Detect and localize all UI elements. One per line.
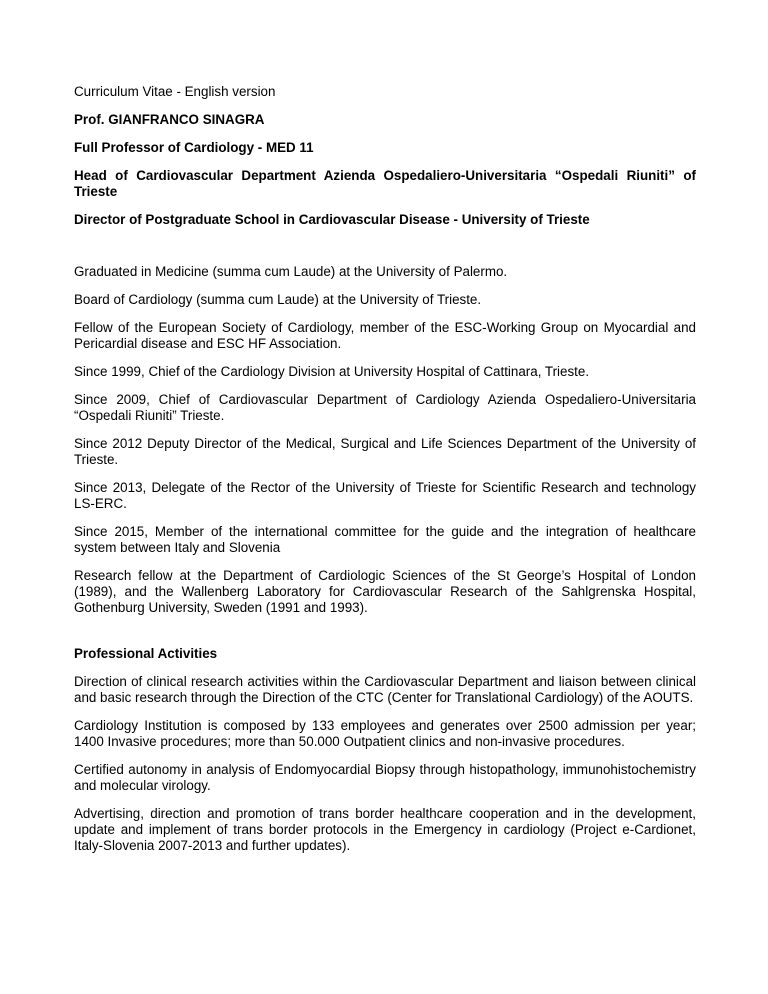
career-item-1999: Since 1999, Chief of the Cardiology Division at University Hospital of Cattinara, Trieste. [74, 364, 590, 379]
career-item-2015: Since 2015, Member of the international committee for the guide and the integration of healthcare system between Italy and Slovenia [74, 524, 696, 555]
section-heading-professional: Professional Activities [74, 646, 218, 661]
person-name: Prof. GIANFRANCO SINAGRA [74, 112, 265, 127]
professional-paragraph: Direction of clinical research activities within the Cardiovascular Department and liaison between clinical and basic research through the Direction of the CTC (Center for Translational Cardiology) of the AOUTS. [74, 674, 696, 705]
career-item-2009: Since 2009, Chief of Cardiovascular Department of Cardiology Azienda Ospedaliero-Universitaria “Ospedali Riuniti” Trieste. [74, 392, 696, 423]
document-page [74, 84, 696, 866]
career-item-fellow: Fellow of the European Society of Cardiology, member of the ESC-Working Group on Myocardial and Pericardial disease and ESC HF Association. [74, 320, 696, 351]
professional-paragraph: Advertising, direction and promotion of trans border healthcare cooperation and in the development, update and implement of trans border protocols in the Emergency in cardiology (Project e-Cardionet, Italy-Slovenia 2007-2013 and further updates). [74, 806, 696, 853]
professional-paragraph: Certified autonomy in analysis of Endomyocardial Biopsy through histopathology, immunohistochemistry and molecular virology. [74, 762, 696, 793]
career-item-research-fellow: Research fellow at the Department of Cardiologic Sciences of the St George’s Hospital of London (1989), and the Wallenberg Laboratory for Cardiovascular Research of the Sahlgrenska Hospital, Gothenburg University, Sweden (1991 and 1993). [74, 568, 696, 615]
head-role: Head of Cardiovascular Department Azienda Ospedaliero-Universitaria “Ospedali Riuniti” of Trieste [74, 168, 696, 199]
professional-paragraph: Cardiology Institution is composed by 133 employees and generates over 2500 admission per year; 1400 Invasive procedures; more than 50.000 Outpatient clinics and non-invasive procedures. [74, 718, 696, 749]
career-item-graduation: Graduated in Medicine (summa cum Laude) at the University of Palermo. [74, 264, 508, 279]
career-item-2012: Since 2012 Deputy Director of the Medical, Surgical and Life Sciences Department of the University of Trieste. [74, 436, 696, 467]
position-title: Full Professor of Cardiology - MED 11 [74, 140, 314, 155]
career-item-board: Board of Cardiology (summa cum Laude) at the University of Trieste. [74, 292, 482, 307]
director-role: Director of Postgraduate School in Cardiovascular Disease - University of Trieste [74, 212, 590, 227]
cv-title: Curriculum Vitae - English version [74, 84, 276, 99]
career-item-2013: Since 2013, Delegate of the Rector of the University of Trieste for Scientific Research and technology LS-ERC. [74, 480, 696, 511]
